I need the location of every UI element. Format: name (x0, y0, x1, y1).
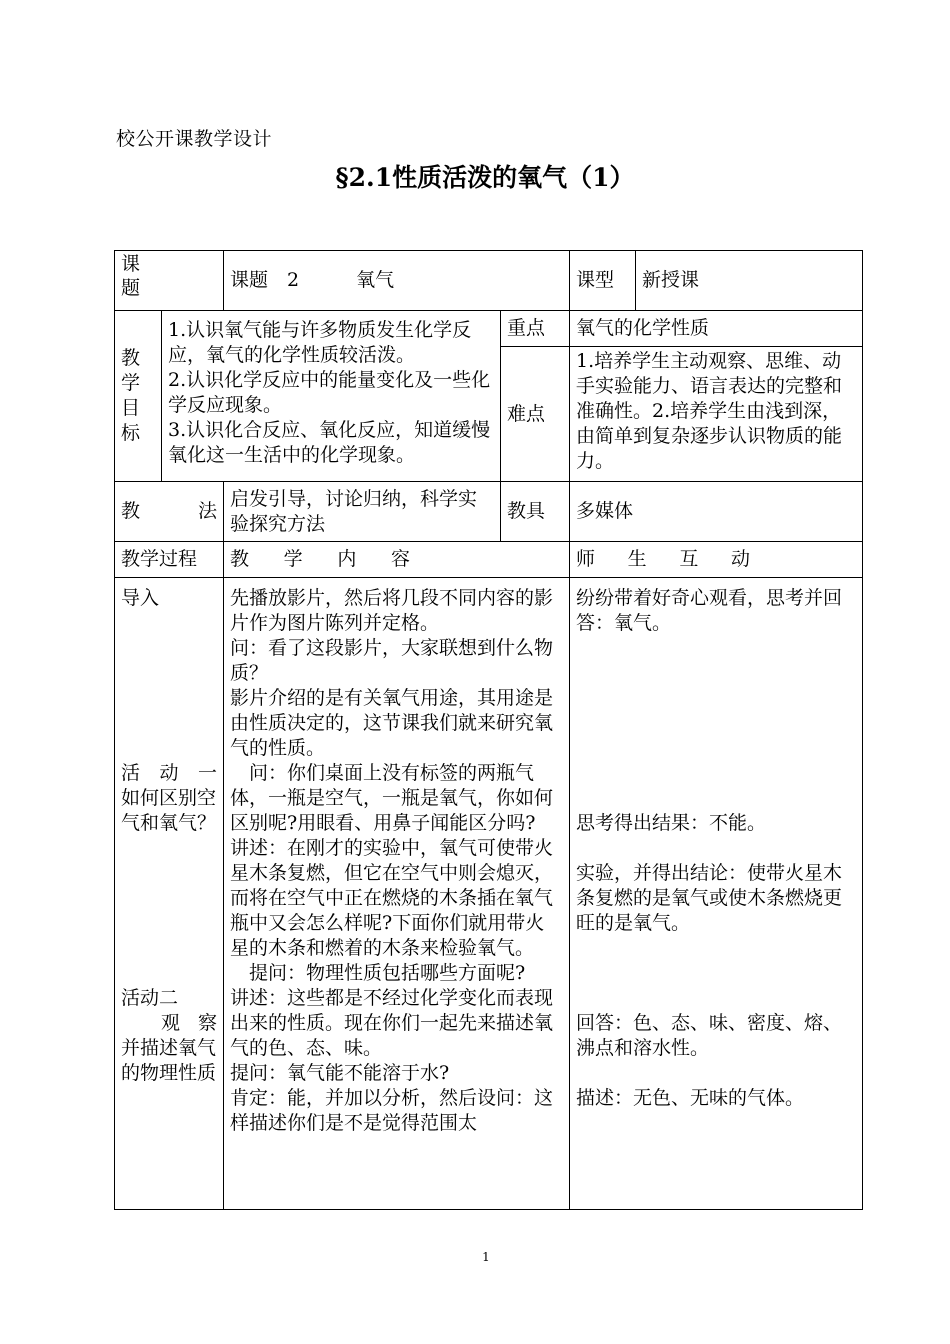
interaction-paragraph: 纷纷带着好奇心观看，思考并回答：氧气。 (576, 587, 843, 634)
lesson-plan-table (114, 250, 863, 1210)
process-header-row (115, 542, 863, 578)
content-paragraph: 提问：氧气能不能溶于水? (230, 1062, 450, 1084)
key-point-value: 氧气的化学性质 (570, 311, 863, 347)
content-paragraph: 讲述：在刚才的实验中，氧气可使带火星木条复燃，但它在空气中则会熄灭，而将在空气中正在燃烧的木条插在氧气瓶中又会怎么样呢?下面你们就用带火星的木条和燃着的木条来检验氧气。 (230, 837, 554, 959)
activity-1-description: 如何区别空气和氧气？ (121, 787, 217, 834)
content-paragraph: 先播放影片，然后将几段不同内容的影片作为图片陈列并定格。 (230, 587, 554, 634)
goals-label: 教 学 目 标 (115, 311, 162, 482)
content-paragraph: 影片介绍的是有关氧气用途，其用途是由性质决定的，这节课我们就来研究氧气的性质。 (230, 687, 554, 759)
lesson-type-value: 新授课 (636, 251, 863, 311)
content-paragraph: 问：看了这段影片，大家联想到什么物质？ (230, 637, 554, 684)
method-value: 启发引导，讨论归纳，科学实验探究方法 (224, 482, 501, 542)
topic-label: 课 题 (115, 251, 224, 311)
key-point-label: 重点 (501, 311, 570, 347)
interaction-column (570, 578, 863, 1210)
content-paragraph: 提问：物理性质包括哪些方面呢? (230, 962, 526, 984)
page-number: 1 (482, 1250, 490, 1264)
content-column (224, 578, 570, 1210)
intro-step: 导入 (121, 587, 160, 609)
activity-1-title: 活 动 一 (121, 762, 218, 784)
lesson-title: §2.1性质活泼的氧气（1） (335, 163, 635, 192)
process-header: 教学过程 (115, 542, 224, 578)
content-header: 教 学 内 容 (224, 542, 570, 578)
tool-value: 多媒体 (570, 482, 863, 542)
interaction-paragraph: 描述：无色、无味的气体。 (576, 1087, 805, 1109)
difficulty-label: 难点 (501, 347, 570, 482)
content-paragraph: 问：你们桌面上没有标签的两瓶气体，一瓶是空气，一瓶是氧气，你如何区别呢?用眼看、用鼻子闻能区分吗? (230, 762, 554, 834)
interaction-paragraph: 实验，并得出结论：使带火星木条复燃的是氧气或使木条燃烧更旺的是氧气。 (576, 862, 843, 934)
process-body-row (115, 578, 863, 1210)
difficulty-value: 1.培养学生主动观察、思维、动手实验能力、语言表达的完整和准确性。2.培养学生由浅到深，由简单到复杂逐步认识物质的能力。 (570, 347, 863, 482)
method-row (115, 482, 863, 542)
tool-label: 教具 (501, 482, 570, 542)
interaction-paragraph: 思考得出结果：不能。 (576, 812, 767, 834)
topic-value: 课题 2 氧气 (224, 251, 570, 311)
goals-key-row (115, 311, 863, 347)
method-label: 教 法 (115, 482, 224, 542)
teaching-goals: 1.认识氧气能与许多物质发生化学反应，氧气的化学性质较活泼。 2.认识化学反应中的能量变化及一些化学反应现象。 3.认识化合反应、氧化反应，知道缓慢氧化这一生活中的化学现象。 (162, 311, 501, 482)
activity-2-description: 并描述氧气的物理性质 (121, 1037, 217, 1084)
content-paragraph: 肯定：能，并加以分析，然后设问：这样描述你们是不是觉得范围太 (230, 1087, 554, 1134)
process-column (115, 578, 224, 1210)
lesson-type-label: 课型 (570, 251, 636, 311)
activity-2-subtitle: 观 察 (161, 1012, 218, 1034)
topic-row (115, 251, 863, 311)
content-paragraph: 讲述：这些都是不经过化学变化而表现出来的性质。现在你们一起先来描述氧气的色、态、味。 (230, 987, 554, 1059)
activity-2-title: 活动二 (121, 987, 179, 1009)
interaction-paragraph: 回答：色、态、味、密度、熔、沸点和溶水性。 (576, 1012, 843, 1059)
interaction-header: 师 生 互 动 (570, 542, 863, 578)
document-header: 校公开课教学设计 (116, 128, 273, 150)
